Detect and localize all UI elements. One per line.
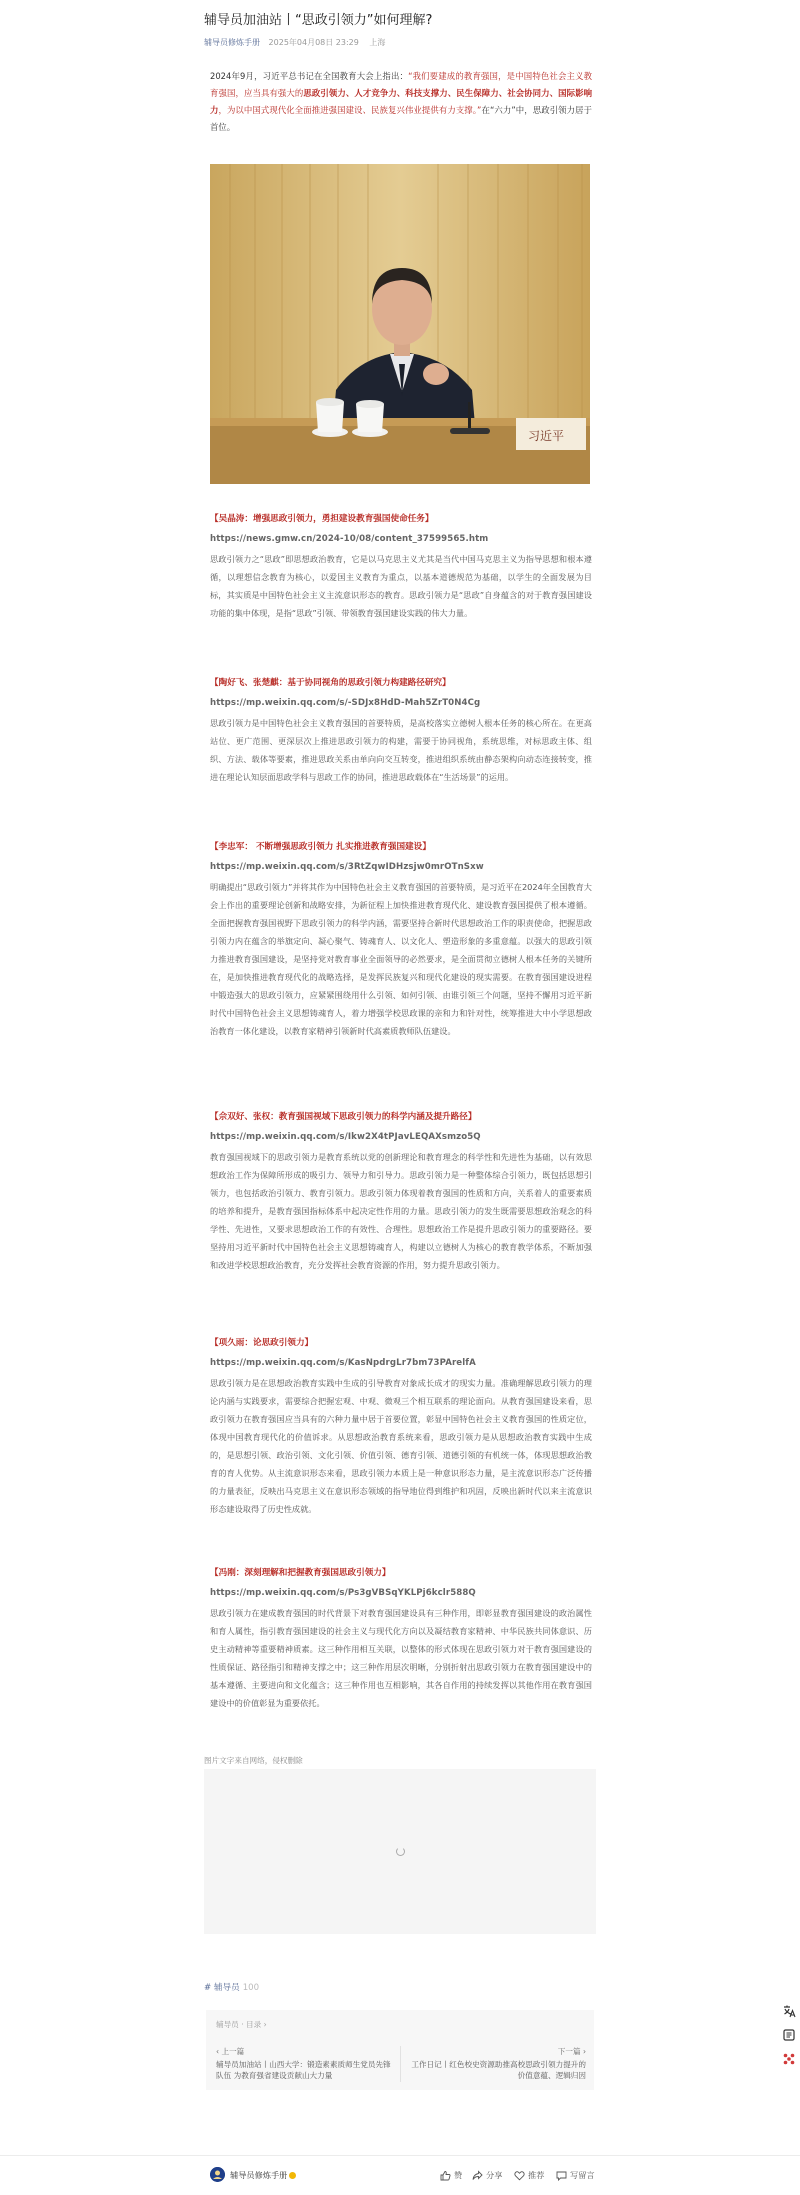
recommend-label: 推荐 <box>528 2169 545 2180</box>
account-avatar[interactable] <box>210 2167 225 2182</box>
intro-paragraph <box>210 68 592 136</box>
like-icon <box>440 2170 451 2181</box>
like-button[interactable] <box>440 2167 462 2183</box>
section-heading: 【吴晶涛：增强思政引领力，勇担建设教育强国使命任务】 <box>210 514 434 524</box>
comment-icon <box>556 2170 567 2181</box>
section-body: 思政引领力在建成教育强国的时代背景下对教育强国建设具有三种作用，即彰显教育强国建设的政治属性和育人属性，指引教育强国建设的社会主义与现代化方向以及凝结教育家精神、中华民族共同体意识、历史主动精神等重要精神质素。这三种作用相互关联，以整体的形式体现在思政引领力对于教育强国建设的性质保证、路径指引和精神支撑之中；这三种作用层次明晰，分别折射出思政引领力在教育强国建设中的基本遵循、主要进向和文化蕴含；这三种作用也互相影响，其各自作用的持续发挥以其他作用在教育强国建设中的价值彰显为重要依托。 <box>210 1608 592 1708</box>
share-icon <box>472 2170 483 2181</box>
intro-quote-b: ，为以中国式现代化全面推进强国建设、民族复兴伟业提供有力支撑。” <box>218 105 482 115</box>
author-link[interactable]: 辅导员修炼手册 <box>204 38 260 47</box>
article-meta <box>204 37 596 48</box>
hashtag-count: 100 <box>242 1983 260 1993</box>
collection-title[interactable]: 辅导员 · 目录 › <box>216 2020 267 2029</box>
section-body: 教育强国视域下的思政引领力是教育系统以党的创新理论和教育理念的科学性和先进性为基础，以有效思想政治工作为保障所形成的吸引力、领导力和引导力。思政引领力是一种整体综合引领力，既包括思想引领力，也包括政治引领力、教育引领力。思政引领力体现着教育强国的性质和方向，关系着人的重要素质的培养和提升，是教育强国指标体系中起决定性作用的力量。思政引领力的发生既需要思想政治观念的科学性、先进性，又要求思想政治工作的有效性、合理性。思想政治工作是提升思政引领力的重要路径。要坚持用习近平新时代中国特色社会主义思想铸魂育人，构建以立德树人为核心的教育教学体系，不断加强和改进学校思想政治教育，充分发挥社会教育资源的作用，努力提升思政引领力。 <box>210 1152 592 1270</box>
heart-icon <box>514 2170 525 2181</box>
translate-icon[interactable] <box>782 2003 796 2017</box>
section-1 <box>210 512 592 622</box>
section-2 <box>210 676 592 786</box>
article-photo <box>210 164 590 484</box>
share-label: 分享 <box>486 2169 503 2180</box>
intro-conclusion: 在“六力”中，思政引领力居于首位。 <box>210 105 592 132</box>
copyright-notice: 图片文字来自网络，侵权删除 <box>204 1756 303 1765</box>
section-3 <box>210 840 592 1040</box>
grid-icon[interactable] <box>782 2051 796 2065</box>
intro-lead: 2024年9月，习近平总书记在全国教育大会上指出： <box>210 71 409 81</box>
section-link[interactable]: https://mp.weixin.qq.com/s/Ikw2X4tPJavLEQAXsmzo5Q <box>210 1132 481 1142</box>
intro-six-forces: 思政引领力、人才竞争力、科技支撑力、民生保障力、社会协同力、国际影响力 <box>210 88 592 115</box>
video-placeholder[interactable] <box>204 1769 596 1934</box>
prev-label: ‹ 上一篇 <box>216 2047 245 2056</box>
section-body: 思政引领力之“思政”即思想政治教育，它是以马克思主义尤其是当代中国马克思主义为指导思想和根本遵循，以理想信念教育为核心，以爱国主义教育为重点，以基本道德规范为基础，以学生的全面发展为目标，其实质是中国特色社会主义主流意识形态的教育。思政引领力是“思政”自身蕴含的对于教育强国建设功能的集中体现，是指“思政”引领、带领教育强国建设实践的伟大力量。 <box>210 554 592 618</box>
section-link[interactable]: https://mp.weixin.qq.com/s/KasNpdrgLr7bm73PArelfA <box>210 1358 476 1368</box>
loading-spinner-icon <box>396 1847 405 1856</box>
section-link[interactable]: https://mp.weixin.qq.com/s/3RtZqwIDHzsjw0mrOTnSxw <box>210 862 484 872</box>
bottom-action-bar <box>0 2155 800 2195</box>
prev-title: 辅导员加油站丨山西大学：锻造素素质师生党员先锋队伍 为教育强省建设贡献山大力量 <box>216 2060 391 2080</box>
article-title: 辅导员加油站丨“思政引领力”如何理解? <box>204 13 433 28</box>
publish-date: 2025年04月08日 23:29 <box>268 38 359 47</box>
section-heading: 【陶好飞、张楚麒：基于协同视角的思政引领力构建路径研究】 <box>210 678 451 688</box>
section-link[interactable]: https://news.gmw.cn/2024-10/08/content_37599565.htm <box>210 534 489 544</box>
publish-location: 上海 <box>369 38 386 47</box>
hashtag-label[interactable]: # 辅导员 <box>204 1983 240 1993</box>
prev-article-link[interactable] <box>216 2046 396 2081</box>
share-button[interactable] <box>472 2167 502 2183</box>
divider <box>400 2046 401 2082</box>
collection-nav <box>206 2010 594 2090</box>
section-4 <box>210 1110 592 1274</box>
section-heading: 【冯刚：深刻理解和把握教育强国思政引领力】 <box>210 1568 391 1578</box>
read-icon[interactable] <box>782 2027 796 2041</box>
next-article-link[interactable] <box>408 2046 586 2081</box>
section-5 <box>210 1336 592 1518</box>
hashtag-row[interactable] <box>204 1982 259 1994</box>
next-title: 工作日记丨红色校史资源助推高校思政引领力提升的价值意蕴、逻辑归因 <box>411 2060 586 2080</box>
section-link[interactable]: https://mp.weixin.qq.com/s/-SDJx8HdD-Mah5ZrT0N4Cg <box>210 698 481 708</box>
section-body: 思政引领力是在思想政治教育实践中生成的引导教育对象成长成才的现实力量。准确理解思政引领力的理论内涵与实践要求，需要综合把握宏观、中观、微观三个相互联系的理论面向。从教育强国建设来看，思政引领力在教育强国应当具有的六种力量中居于首要位置，彰显中国特色社会主义教育强国的性质定位，体现中国教育现代化的价值诉求。从思想政治教育系统来看，思政引领力是从思想政治教育实践中生成的，是思想引领、政治引领、文化引领、价值引领、德育引领、道德引领的有机统一体，体现思想政治教育的育人优势。从主流意识形态来看，思政引领力本质上是一种意识形态力量，是主流意识形态广泛传播的力量表征，反映出马克思主义在意识形态领域的指导地位得到维护和巩固，反映出新时代以来主流意识形态建设取得了历史性成就。 <box>210 1378 592 1514</box>
section-heading: 【李忠军： 不断增强思政引领力 扎实推进教育强国建设】 <box>210 842 431 852</box>
account-name[interactable]: 辅导员修炼手册 <box>230 2170 288 2180</box>
next-label: 下一篇 › <box>557 2047 586 2056</box>
section-heading: 【项久雨：论思政引领力】 <box>210 1338 314 1348</box>
section-6 <box>210 1566 592 1712</box>
like-label: 赞 <box>454 2169 463 2180</box>
section-link[interactable]: https://mp.weixin.qq.com/s/Ps3gVBSqYKLPj6kclr588Q <box>210 1588 476 1598</box>
intro-quote-a: “我们要建成的教育强国，是中国特色社会主义教育强国，应当具有强大的 <box>210 71 593 98</box>
verified-badge-icon <box>289 2172 296 2179</box>
section-heading: 【佘双好、张权：教育强国视域下思政引领力的科学内涵及提升路径】 <box>210 1112 477 1122</box>
section-body: 思政引领力是中国特色社会主义教育强国的首要特质，是高校落实立德树人根本任务的核心所在。在更高站位、更广范围、更深层次上推进思政引领力的构建，需要于协同视角，系统思维，对标思政主体、组织、方法、载体等要素，推进思政关系由单向向交互转变，推进组织系统由静态架构向动态连接转变，推进在理论认知层面思政学科与思政工作的协同，推进思政载体在“生活场景”的运用。 <box>210 718 592 782</box>
svg-text:习近平: 习近平 <box>528 429 565 443</box>
section-body: 明确提出“思政引领力”并将其作为中国特色社会主义教育强国的首要特质，是习近平在2024年全国教育大会上作出的重要理论创新和战略安排，为新征程上加快推进教育现代化、建设教育强国提供了根本遵循。全面把握教育强国视野下思政引领力的科学内涵，需要坚持合新时代思想政治工作的职责使命，把握思政引领力内在蕴含的举旗定向、凝心聚气、铸魂育人、以文化人、塑造形象的多重意蕴。以强大的思政引领力推进教育强国建设，是坚持党对教育事业全面领导的必然要求，是全面贯彻立德树人根本任务的关键所在，是加快推进教育现代化的战略选择，是发挥民族复兴和现代化建设的现实需要。在教育强国建设进程中锻造强大的思政引领力，应紧紧围绕用什么引领、如何引领、由谁引领三个问题，坚持不懈用习近平新时代中国特色社会主义思想铸魂育人，着力增强学校思政课的亲和力和针对性，统筹推进大中小学思想政治教育一体化建设，以教育家精神引领新时代高素质教师队伍建设。 <box>210 882 592 1036</box>
recommend-button[interactable] <box>514 2167 544 2183</box>
comment-label: 写留言 <box>570 2169 595 2180</box>
comment-button[interactable] <box>556 2167 595 2183</box>
